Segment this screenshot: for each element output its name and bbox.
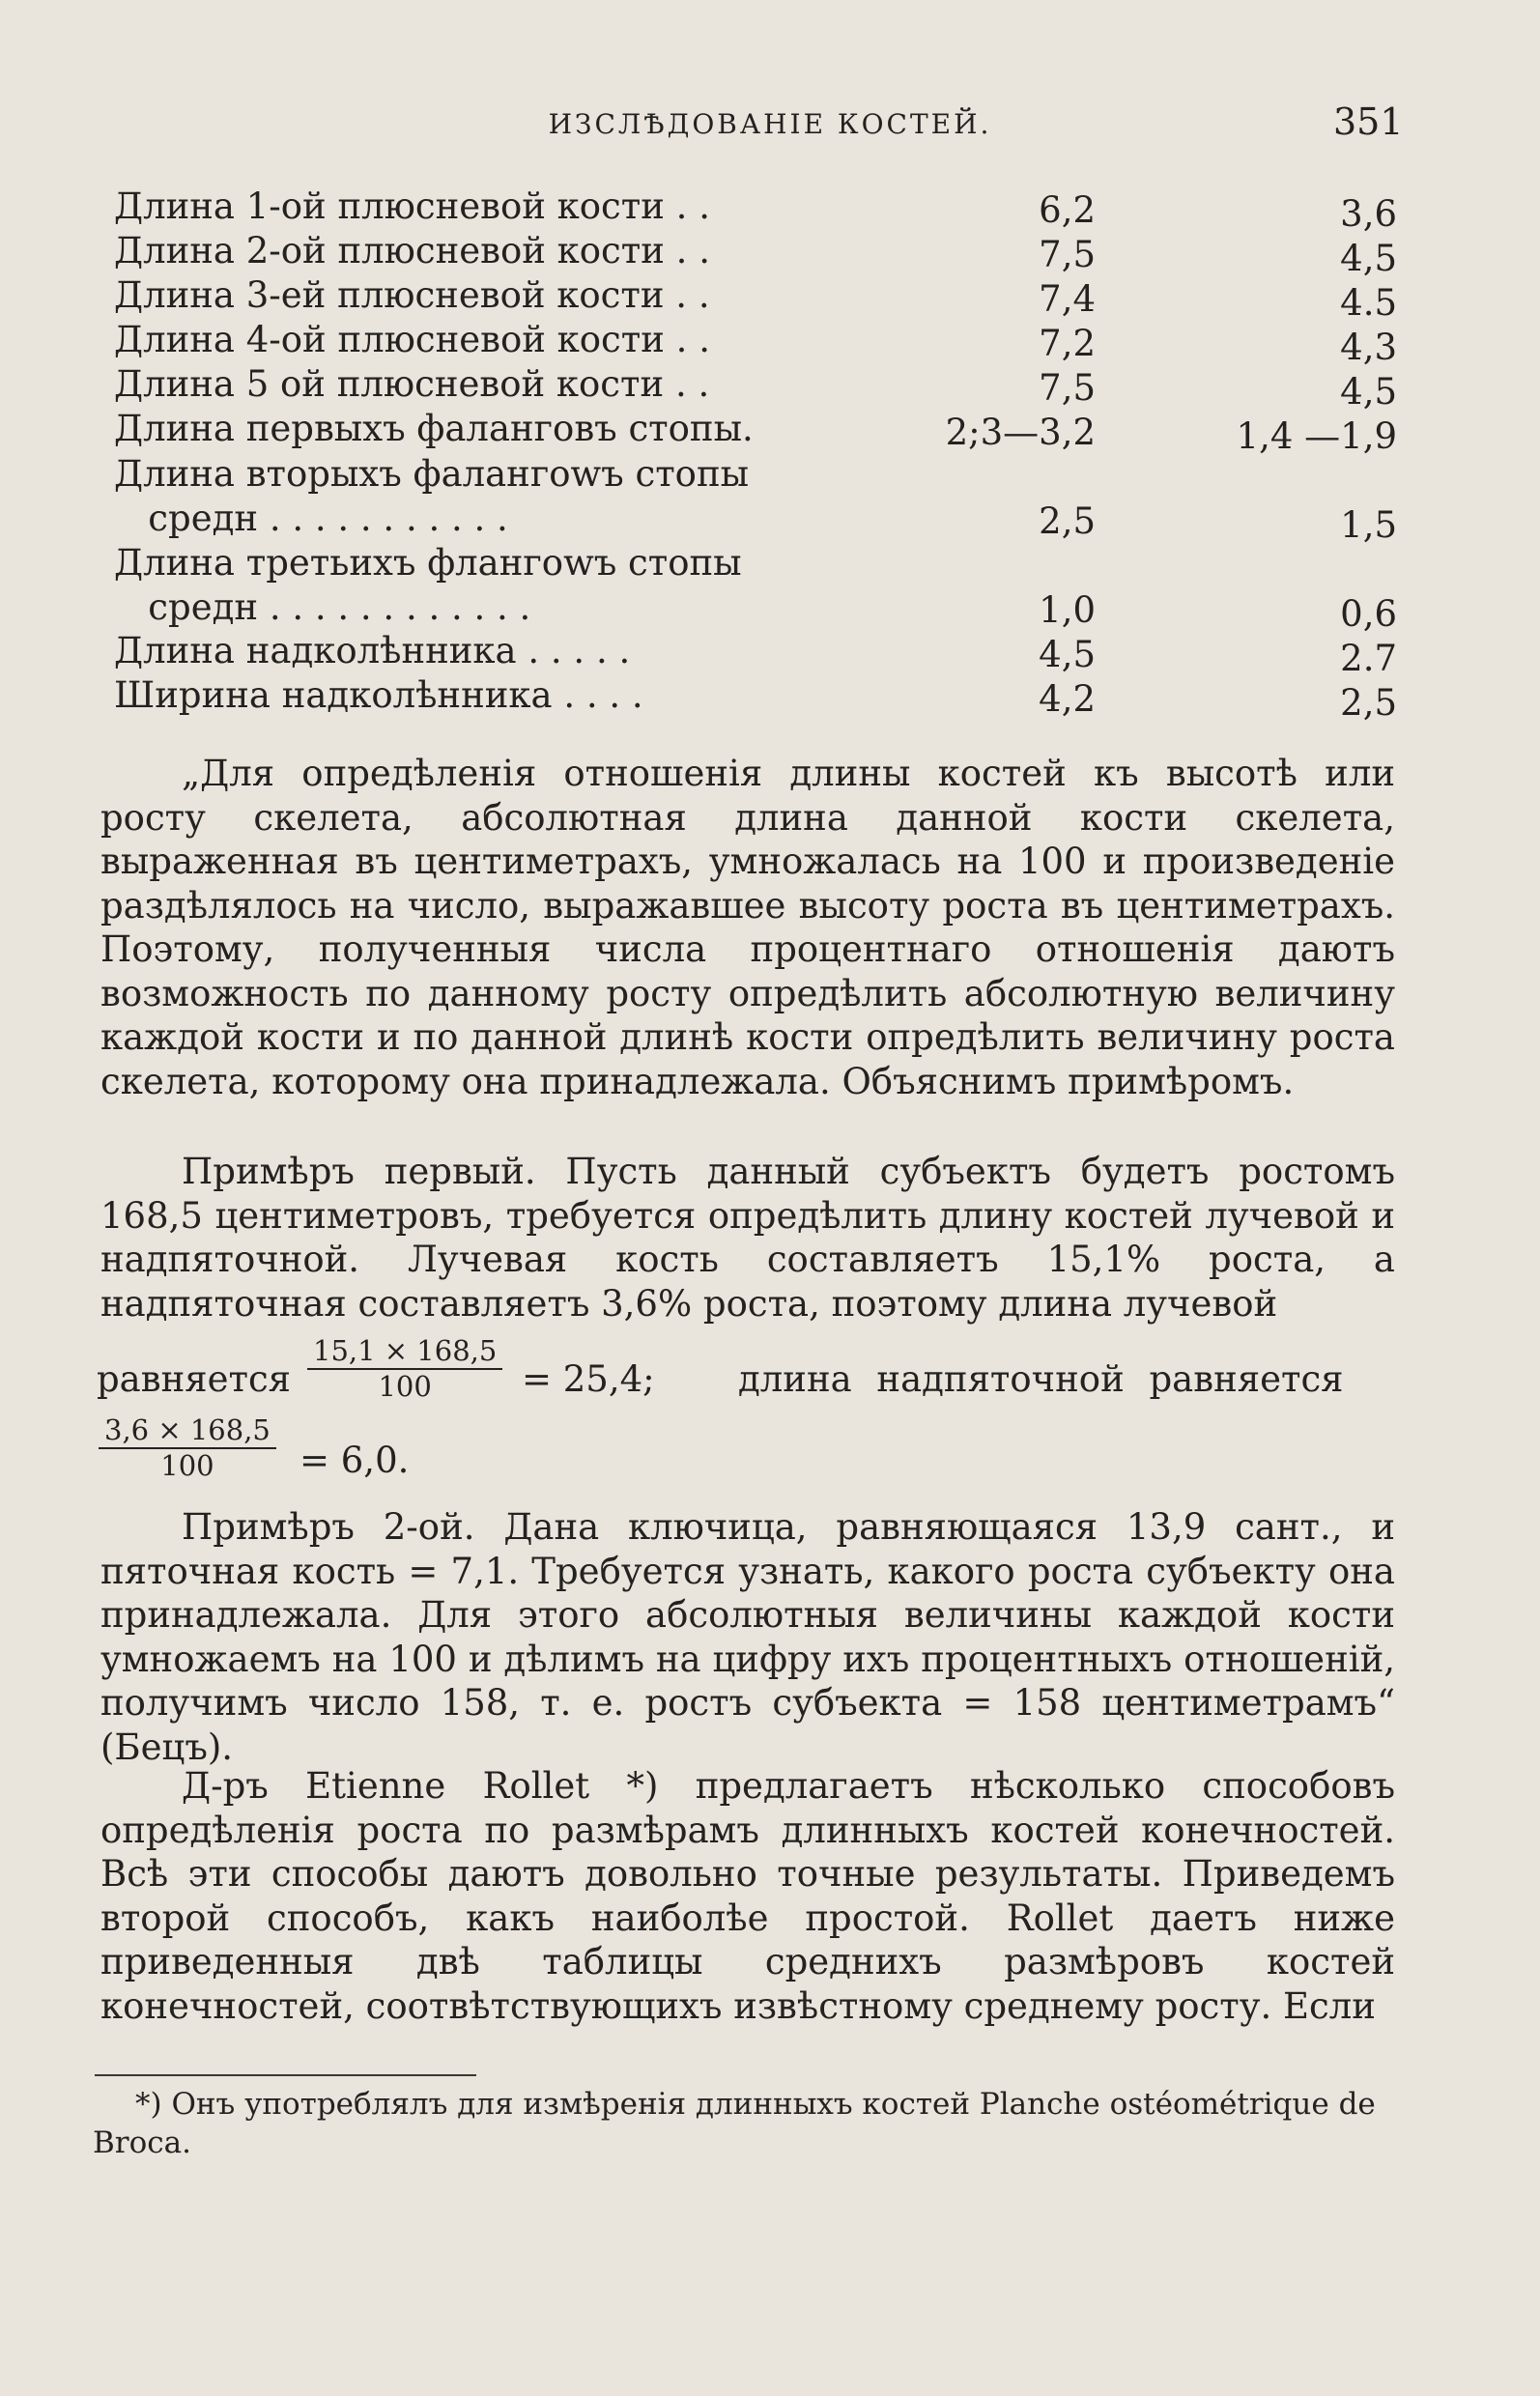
formula-line [97, 1331, 1399, 1409]
value-column-2: 4.5 [1340, 282, 1397, 324]
value-column-2: 0,6 [1340, 593, 1397, 635]
value-column-1: 7,4 [1039, 278, 1096, 320]
formula-lead: равняется [97, 1358, 292, 1400]
value-column-2: 4,5 [1340, 371, 1397, 413]
value-column-2: 2,5 [1340, 682, 1397, 724]
footnote-divider [95, 2074, 476, 2076]
value-column-1: 2;3—3,2 [945, 412, 1096, 453]
value-column-1: 4,2 [1039, 678, 1096, 720]
row-label: Длина 1-ой плюсневой кости . . [114, 185, 710, 227]
row-label: Длина вторыхъ фалангowъ стопы средн . . . . . . . . . . . [114, 453, 750, 539]
row-label: Длина 2-ой плюсневой кости . . [114, 230, 710, 271]
row-label: Длина 4-ой плюсневой кости . . [114, 319, 710, 360]
value-column-1: 7,5 [1039, 367, 1096, 409]
formula-line-2 [97, 1407, 1399, 1484]
footnote: *) Онъ употреблялъ для измѣренія длинныхъ костей Planche ostéométrique de Broca. [93, 2087, 1376, 2160]
table-row [114, 274, 1397, 324]
table-row [114, 230, 1397, 279]
row-label: Длина первыхъ фаланговъ стопы. [114, 408, 754, 449]
value-column-1: 7,5 [1039, 234, 1096, 275]
table-row [114, 319, 1397, 368]
table-row [114, 185, 1397, 235]
measurements-table [114, 185, 1397, 724]
value-column-2: 4,3 [1340, 327, 1397, 368]
value-column-1: 6,2 [1039, 189, 1096, 231]
value-column-2: 1,5 [1340, 504, 1397, 546]
paragraph-bone-ratio: „Для опредѣленія отношенія длины костей къ высотѣ или росту скелета, абсолютная длина данной кости скелета, выраженная въ центиметрахъ, умножалась на 100 и произведеніе раздѣлялось на число, выражавшее высоту роста въ центиметрахъ. Поэтому, полученныя числа процентнаго отношенія даютъ возможность по данному росту опредѣлить абсолютную величину каждой кости и по данной длинѣ кости опредѣлить величину роста скелета, которому она принадлежала. Объяснимъ примѣромъ. [100, 753, 1395, 1102]
formula-fraction-2: $\frac{3,6 \times 168,5}{100}$ [99, 1412, 276, 1482]
formula-middle: длина надпяточной равняется [738, 1358, 1344, 1400]
row-label: Длина третьихъ флангowъ стопы средн . . . . . . . . . . . . [114, 542, 742, 628]
formula-result-2: = 6,0. [299, 1440, 410, 1481]
table-row [114, 630, 1397, 679]
running-header: ИЗСЛѢДОВАНІЕ КОСТЕЙ. [548, 108, 992, 140]
value-column-2: 1,4 —1,9 [1236, 415, 1397, 457]
page-number: 351 [1333, 100, 1404, 143]
value-column-2: 3,6 [1340, 193, 1397, 235]
table-row [114, 408, 1397, 457]
value-column-1: 2,5 [1039, 500, 1096, 542]
value-column-1: 1,0 [1039, 589, 1096, 631]
table-row [114, 674, 1397, 724]
paragraph-rollet: Д-ръ Etienne Rollet *) предлагаетъ нѣсколько способовъ опредѣленія роста по размѣрамъ длинныхъ костей конечностей. Всѣ эти способы даютъ довольно точные результаты. Приведемъ второй способъ, какъ наиболѣе простой. Rollet даетъ ниже приведенныя двѣ таблицы среднихъ размѣровъ костей конечностей, соотвѣтствующихъ извѣстному среднему росту. Если [100, 1765, 1395, 2027]
paragraph-example-1: Примѣръ первый. Пусть данный субъектъ будетъ ростомъ 168,5 центиметровъ, требуется опредѣлить длину костей лучевой и надпяточной. Лучевая кость составляетъ 15,1% роста, а надпяточная составляетъ 3,6% роста, поэтому длина лучевой [100, 1151, 1395, 1325]
value-column-2: 4,5 [1340, 238, 1397, 279]
formula-result-1: = 25,4; [522, 1358, 655, 1400]
paragraph-example-2: Примѣръ 2-ой. Дана ключица, равняющаяся 13,9 сант., и пяточная кость = 7,1. Требуется узнать, какого роста субъекту она принадлежала. Для этого абсолютныя величины каждой кости умножаемъ на 100 и дѣлимъ на цифру ихъ процентныхъ отношеній, получимъ число 158, т. е. ростъ субъекта = 158 центиметрамъ“ (Бецъ). [100, 1506, 1395, 1768]
formula-fraction-1: $\frac{15,1 \times 168,5}{100}$ [307, 1333, 502, 1403]
row-label: Длина надколѣнника . . . . . [114, 630, 631, 671]
row-label: Ширина надколѣнника . . . . [114, 674, 643, 716]
table-row [114, 363, 1397, 413]
value-column-2: 2.7 [1340, 638, 1397, 679]
value-column-1: 4,5 [1039, 634, 1096, 675]
table-row [114, 541, 1397, 635]
value-column-1: 7,2 [1039, 323, 1096, 364]
row-label: Длина 5 ой плюсневой кости . . [114, 363, 710, 405]
table-row [114, 452, 1397, 546]
row-label: Длина 3-ей плюсневой кости . . [114, 274, 710, 316]
